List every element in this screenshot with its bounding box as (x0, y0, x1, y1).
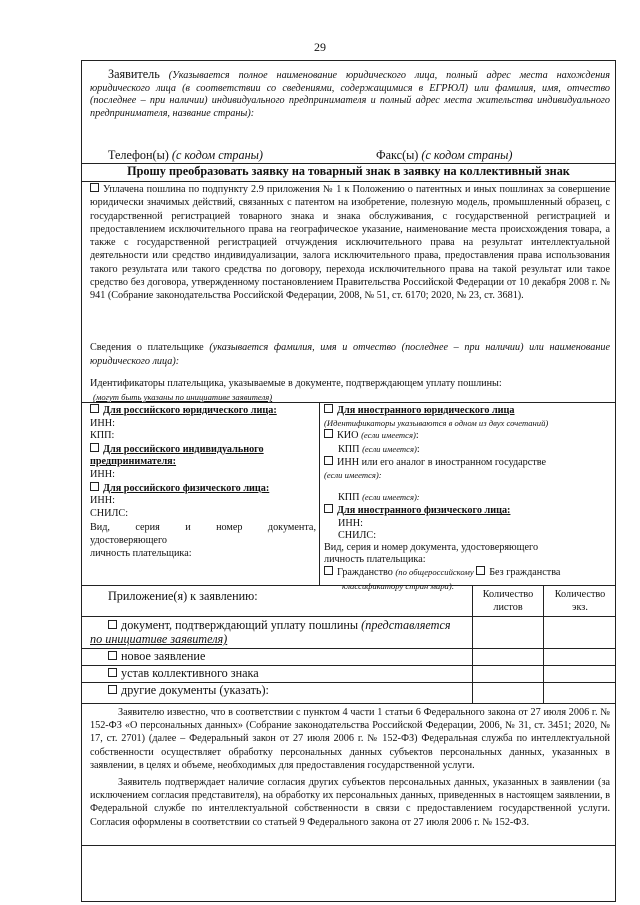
ru-ip-checkbox[interactable] (90, 443, 99, 452)
phone-field[interactable] (108, 149, 263, 161)
attachment-checkbox[interactable] (108, 685, 117, 694)
identifiers-label: Идентификаторы плательщика, указываемые в документе, подтверждающем уплату пошлины: (90, 378, 502, 389)
attachment-label: документ, подтверждающий уплату пошлины (121, 618, 359, 632)
payer-info-block[interactable] (90, 341, 610, 368)
if-any-hint: (если имеется): (362, 492, 420, 503)
foreign-person-snils[interactable]: СНИЛС: (338, 529, 377, 541)
left-identifiers (90, 404, 316, 560)
inn-analog-checkbox[interactable] (324, 456, 333, 465)
foreign-person-checkbox[interactable] (324, 504, 333, 513)
citizenship-hint: (по общероссийскому (395, 567, 474, 578)
if-any-hint: (если имеется) (362, 443, 417, 454)
ru-legal-kpp[interactable]: КПП: (90, 430, 115, 442)
divider (81, 703, 616, 704)
attachment-label: другие документы (указать): (121, 683, 269, 697)
foreign-legal-hint: (Идентификаторы указываются в одном из двух сочетаний) (324, 418, 549, 429)
attachment-note-2: по инициативе заявителя) (90, 632, 228, 646)
attachment-row-new-application (108, 650, 205, 662)
ru-person-inn[interactable]: ИНН: (90, 495, 115, 507)
payer-info-hint: (указывается фамилия, имя и отчество (последнее – при наличии) или наименование юридического лица): (90, 342, 611, 367)
col-header-line: экз. (572, 602, 588, 613)
fax-field[interactable] (376, 149, 512, 161)
attachment-label: устав коллективного знака (121, 666, 259, 680)
citizenship-checkbox[interactable] (324, 566, 333, 575)
ru-legal-checkbox[interactable] (90, 404, 99, 413)
col-copies-header (544, 588, 616, 614)
applicant-block (90, 68, 610, 120)
kio-checkbox[interactable] (324, 429, 333, 438)
doc-word: номер (216, 522, 243, 534)
attachments-header: Приложение(я) к заявлению: (108, 589, 258, 603)
applicant-hint: (Указывается полное наименование юридического лица, полный адрес места нахождения юридического лица (в соответствии со сведениями, содержащимися в ЕГРЮЛ) или фамилия, имя, отчество (последнее – при наличии) индивидуального предпринимателя и полный адрес места жительства индивидуального предпринимателя, название страны): (90, 70, 611, 119)
request-title: Прошу преобразовать заявку на товарный знак в заявку на коллективный знак (127, 164, 570, 178)
phone-hint: (с кодом страны) (171, 148, 263, 162)
privacy-paragraph-1: Заявителю известно, что в соответствии с пунктом 4 части 1 статьи 6 Федерального закона от 27 июля 2006 г. № 152-ФЗ «О персональных данных» (Собрание законодательства Российской Федерации, 2006, № 31, ст. 3451; 2020, № 17, ст. 2701) (далее – Федеральный закон от 27 июля 2006 г. № 152-ФЗ) Федеральная служба по интеллектуальной собственности осуществляет обработку персональных данных субъектов персональных данных, указанных в заявлении, в целях и объеме, необходимых для предоставления государственной услуги. (90, 707, 610, 771)
attachment-note: (представляется (361, 618, 451, 632)
ru-person-doc-3: личность плательщика: (90, 547, 192, 559)
column-divider (319, 402, 320, 585)
attachment-row-payment (90, 618, 470, 646)
fax-label: Факс(ы) (376, 148, 419, 162)
fee-paid-checkbox[interactable] (90, 183, 99, 192)
divider (81, 845, 616, 846)
page-number: 29 (314, 40, 326, 54)
attachment-checkbox[interactable] (108, 620, 117, 629)
attachment-row-other (108, 684, 269, 696)
applicant-label: Заявитель (108, 67, 160, 81)
ru-person-checkbox[interactable] (90, 482, 99, 491)
foreign-person-label: Для иностранного физического лица: (337, 505, 511, 517)
payer-info-label: Сведения о плательщике (90, 342, 204, 353)
identifiers-note: (могут быть указаны по инициативе заявителя) (93, 392, 273, 402)
ru-person-label: Для российского физического лица: (103, 482, 270, 494)
foreign-kpp2-label: КПП (338, 492, 360, 504)
ru-ip-inn[interactable]: ИНН: (90, 468, 115, 480)
doc-word: и (185, 522, 191, 534)
doc-word: документа, (267, 522, 316, 534)
if-any-hint: (если имеется) (361, 430, 416, 441)
col-header-line: листов (493, 602, 523, 613)
col-header-line: Количество (554, 589, 606, 600)
foreign-person-inn[interactable]: ИНН: (338, 517, 363, 529)
applicant-input-area[interactable] (90, 114, 610, 146)
right-identifiers: Для иностранного юридического лица (Идентификаторы указываются в одном из двух сочетаний) КИО (если имеется): КПП (если имеется): ИНН или его аналог в иностранном государстве (если имеется): КПП (если имеется): Для иностранного физического лица: ИНН: СНИЛС: Вид, серия и номер документа, удостоверяющего личность плательщика: Гражданство (по общероссийскому Без гражданства классификатору стран мира): (324, 404, 612, 592)
foreign-kpp-label: КПП (338, 443, 360, 455)
attachment-checkbox[interactable] (108, 651, 117, 660)
divider (81, 181, 616, 182)
fee-paragraph: Уплачена пошлина по подпункту 2.9 приложения № 1 к Положению о патентных и иных пошлинах за совершение юридически значимых действий, связанных с патентом на изобретение, полезную модель, промышленный образец, с государственной регистрацией товарного знака и знака обслуживания, с государственной регистрацией и предоставлением исключительного права на географическое указание, наименование места происхождения товара, а также с государственной регистрацией отчуждения исключительного права на результат интеллектуальной деятельности или средство индивидуализации, залога исключительного права, предоставления права использования такого результата или такого средства по договору, перехода исключительного права на такой результат или такое средство без договора, утвержденному постановлением Правительства Российской Федерации от 10 декабря 2008 г. № 941 (Собрание законодательства Российской Федерации, 2008, № 51, ст. 6170; 2020, № 23, ст. 3681). (90, 184, 610, 302)
citizenship-hint-2: классификатору стран мира): (342, 580, 455, 591)
doc-word: Вид, (90, 522, 110, 534)
divider (81, 585, 616, 586)
privacy-paragraph-2: Заявитель подтверждает наличие согласия других субъектов персональных данных, указанных в заявлении (за исключением согласия представителя), на обработку их персональных данных, приведенных в настоящем заявлении, в Федеральной службе по интеллектуальной собственности в связи с предоставлением государственной услуги. Согласия оформлены в соответствии со статьей 9 Федерального закона от 27 июля 2006 г. № 152-ФЗ. (90, 777, 610, 828)
doc-word: серия (135, 522, 160, 534)
attachment-row-charter (108, 667, 259, 679)
foreign-person-doc-2: личность плательщика: (324, 554, 426, 566)
kio-label: КИО (337, 430, 359, 442)
divider (81, 402, 616, 403)
foreign-legal-checkbox[interactable] (324, 404, 333, 413)
ru-ip-label: Для российского индивидуального (103, 443, 264, 455)
if-any-hint: (если имеется): (324, 470, 382, 481)
ru-person-doc-2: удостоверяющего (90, 534, 167, 546)
ru-person-snils[interactable]: СНИЛС: (90, 507, 129, 519)
ru-legal-inn[interactable]: ИНН: (90, 417, 115, 429)
no-citizenship-label: Без гражданства (489, 567, 561, 579)
foreign-legal-label: Для иностранного юридического лица (337, 405, 515, 416)
fee-paragraph-block (90, 183, 610, 303)
ru-ip-label-2: предпринимателя: (90, 456, 177, 468)
foreign-person-doc[interactable]: Вид, серия и номер документа, удостоверяющего (324, 542, 539, 554)
divider (81, 616, 616, 617)
fax-hint: (с кодом страны) (421, 148, 513, 162)
attachment-label: новое заявление (121, 649, 206, 663)
ru-person-doc[interactable] (90, 522, 316, 535)
attachment-checkbox[interactable] (108, 668, 117, 677)
phone-label: Телефон(ы) (108, 148, 169, 162)
ru-legal-label: Для российского юридического лица: (103, 405, 277, 416)
no-citizenship-checkbox[interactable] (476, 566, 485, 575)
col-sheets-header (473, 588, 543, 614)
col-header-line: Количество (482, 589, 534, 600)
citizenship-label: Гражданство (337, 567, 393, 579)
inn-analog-label: ИНН или его аналог в иностранном государстве (337, 456, 547, 468)
